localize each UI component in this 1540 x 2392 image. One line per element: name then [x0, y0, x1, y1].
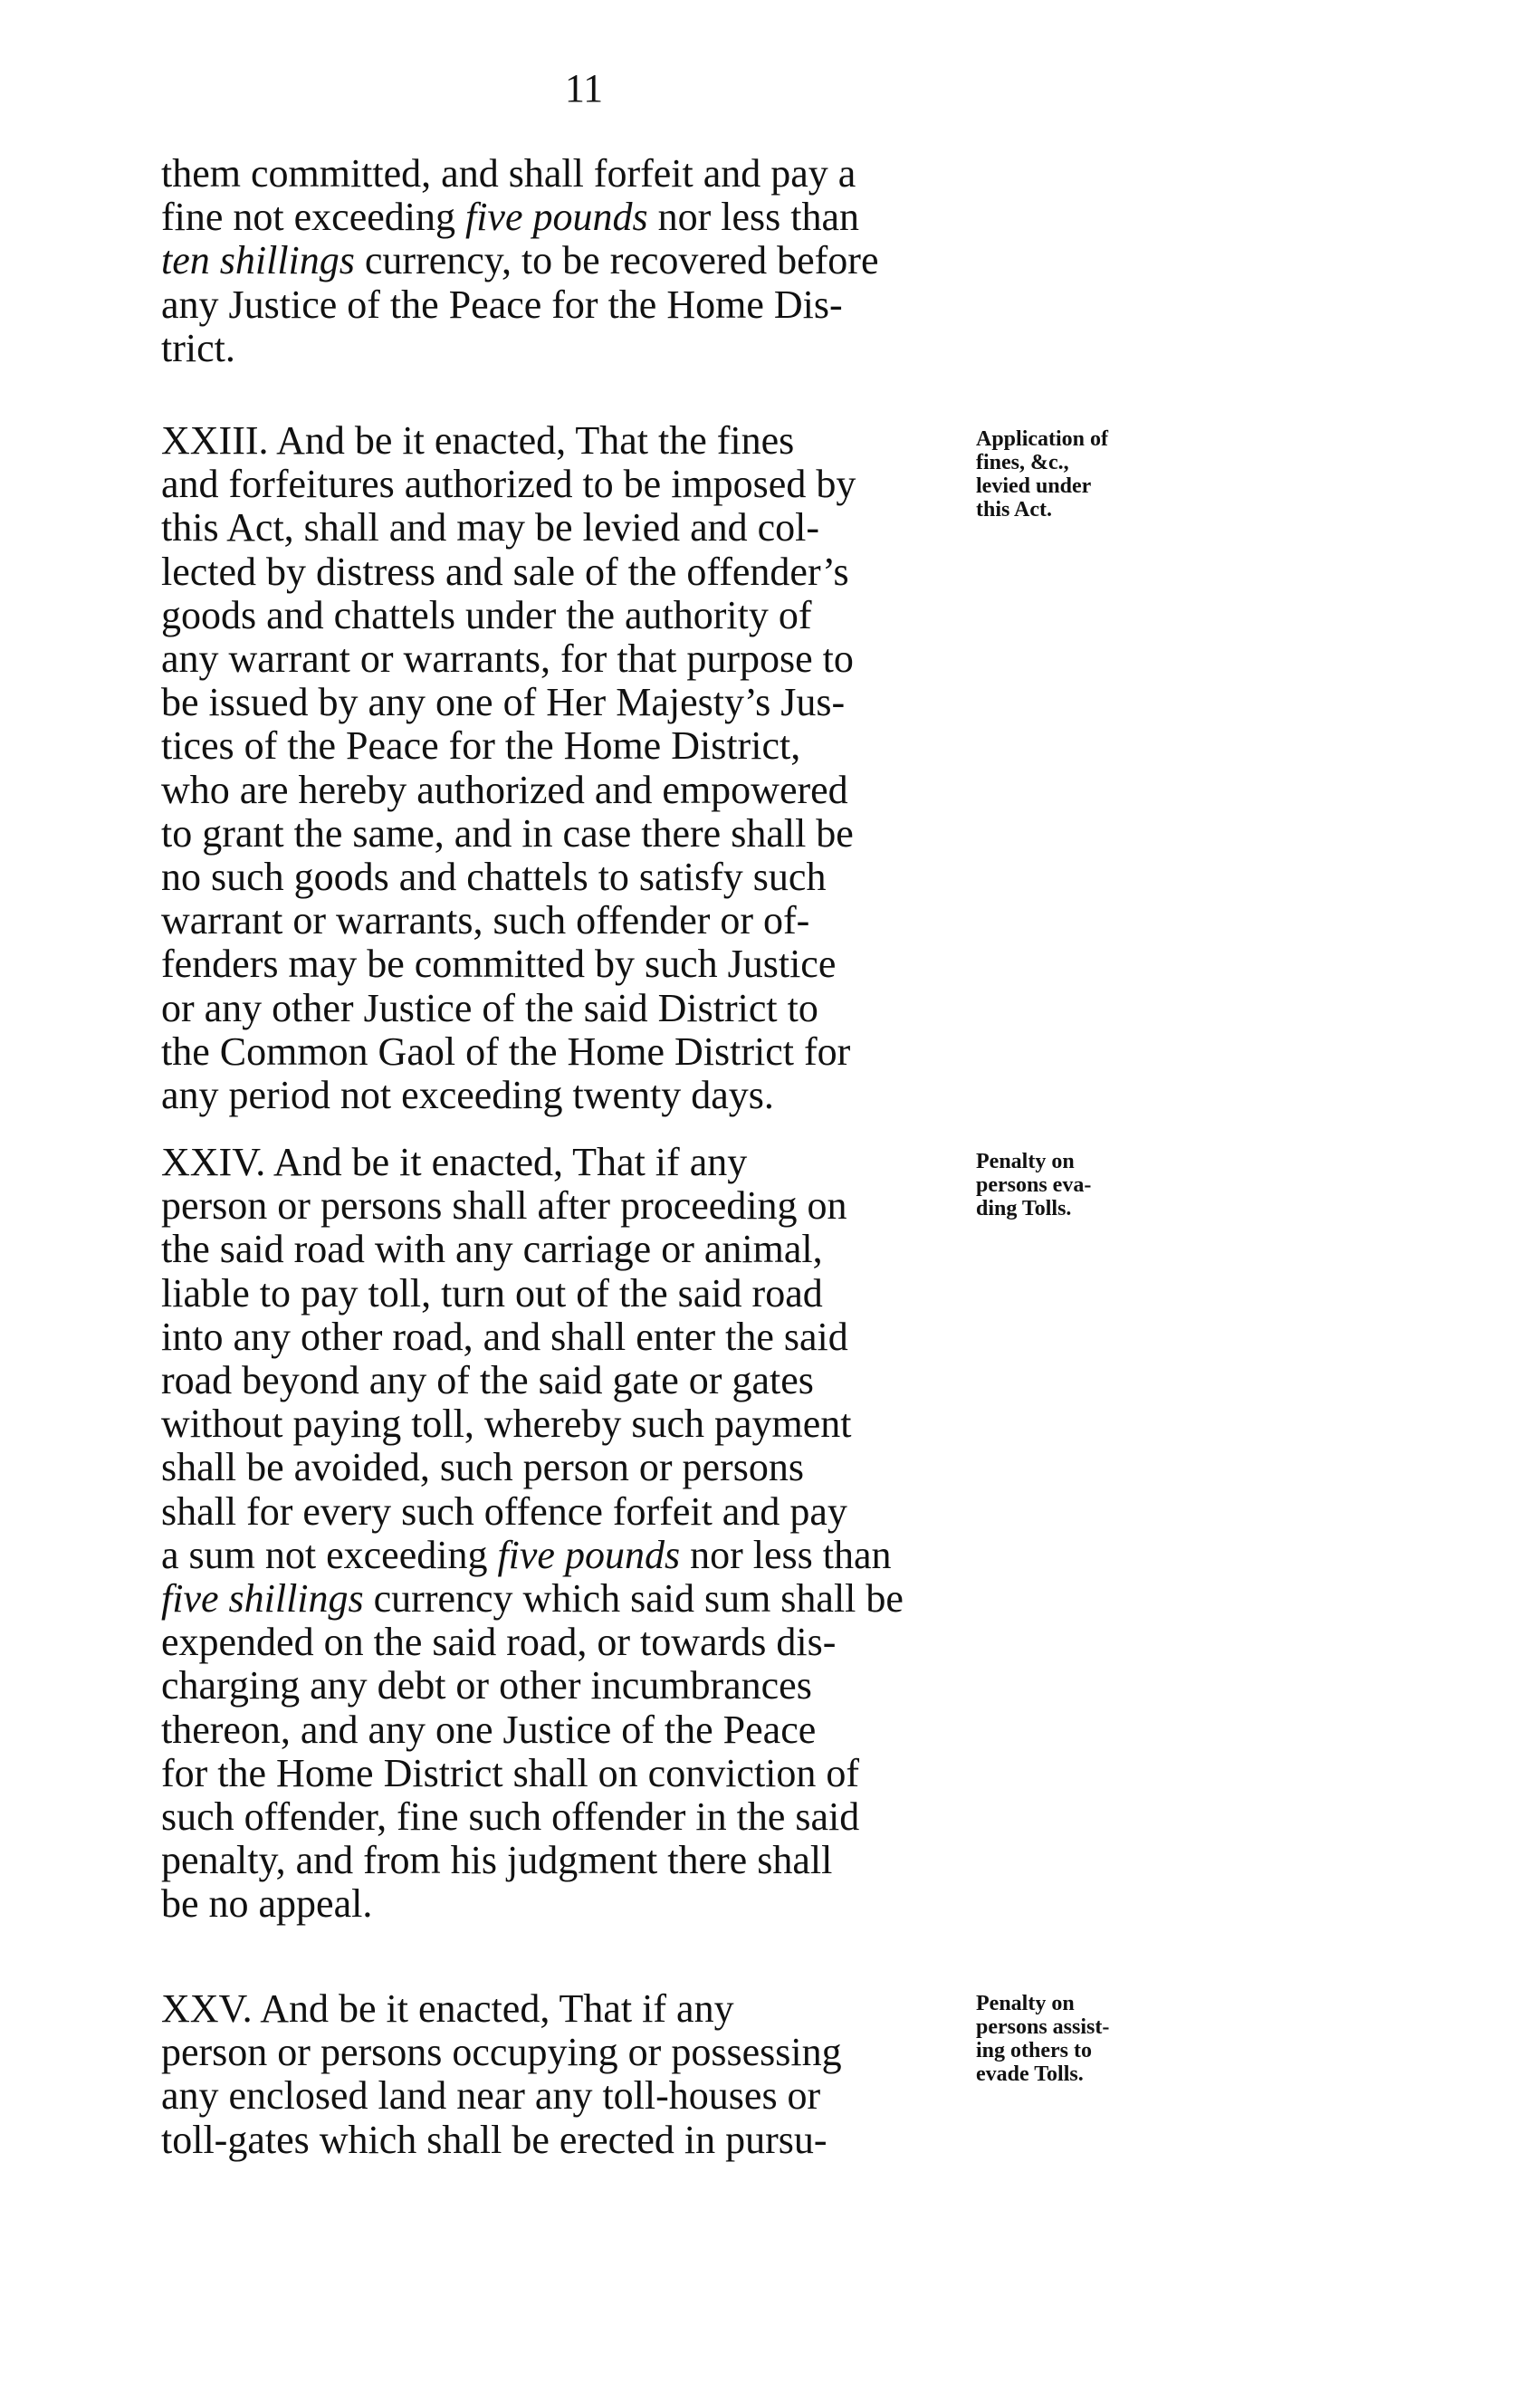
text-line: warrant or warrants, such offender or of-: [161, 898, 810, 942]
text-line: XXV. And be it enacted, That if any: [161, 1986, 734, 2031]
text-line: the Common Gaol of the Home District for: [161, 1029, 851, 1074]
text-line: for the Home District shall on conviction of: [161, 1751, 860, 1795]
text-line: XXIV. And be it enacted, That if any: [161, 1140, 748, 1184]
text-line: to grant the same, and in case there shall be: [161, 811, 854, 856]
margin-note-line: persons assist-: [976, 2015, 1110, 2039]
text-line: road beyond any of the said gate or gates: [161, 1358, 814, 1402]
text-line: without paying toll, whereby such payment: [161, 1402, 852, 1446]
margin-note: [976, 1150, 1091, 1220]
margin-note: [976, 427, 1108, 521]
text-line: lected by distress and sale of the offender’s: [161, 550, 849, 594]
text-line: goods and chattels under the authority of: [161, 593, 812, 637]
margin-note-line: this Act.: [976, 498, 1052, 521]
margin-note-line: Penalty on: [976, 1150, 1075, 1173]
text-line: thereon, and any one Justice of the Peace: [161, 1708, 817, 1752]
margin-note-line: evade Tolls.: [976, 2062, 1084, 2086]
text-line: be issued by any one of Her Majesty’s Jus-: [161, 680, 846, 724]
text-line: into any other road, and shall enter the said: [161, 1315, 848, 1359]
text-line: a sum not exceeding five pounds nor less than: [161, 1533, 892, 1577]
text-line: no such goods and chattels to satisfy such: [161, 855, 827, 899]
text-line: person or persons shall after proceeding on: [161, 1183, 847, 1228]
text-line: liable to pay toll, turn out of the said road: [161, 1271, 823, 1316]
text-line: tices of the Peace for the Home District,: [161, 723, 801, 768]
text-line: shall for every such offence forfeit and pay: [161, 1489, 847, 1534]
text-line: and forfeitures authorized to be imposed by: [161, 462, 856, 506]
text-line: person or persons occupying or possessing: [161, 2030, 842, 2074]
margin-note-line: levied under: [976, 474, 1092, 498]
text-line: expended on the said road, or towards dis-: [161, 1620, 837, 1664]
margin-note-line: Application of: [976, 427, 1109, 451]
margin-note: [976, 1992, 1109, 2086]
text-line: them committed, and shall forfeit and pay a: [161, 151, 856, 196]
text-line: the said road with any carriage or animal,: [161, 1227, 823, 1271]
text-line: toll-gates which shall be erected in pursu-: [161, 2118, 827, 2162]
margin-note-line: fines, &c.,: [976, 451, 1069, 474]
text-line: be no appeal.: [161, 1881, 373, 1926]
text-line: any warrant or warrants, for that purpose to: [161, 636, 854, 681]
text-line: this Act, shall and may be levied and col-: [161, 505, 820, 550]
text-line: who are hereby authorized and empowered: [161, 768, 848, 812]
text-line: such offender, fine such offender in the said: [161, 1794, 860, 1839]
margin-note-line: persons eva-: [976, 1173, 1092, 1197]
text-line: XXIII. And be it enacted, That the fines: [161, 418, 795, 463]
text-line: trict.: [161, 326, 235, 370]
text-line: any period not exceeding twenty days.: [161, 1073, 774, 1117]
margin-note-line: ing others to: [976, 2039, 1092, 2062]
text-line: fenders may be committed by such Justice: [161, 942, 837, 986]
text-line: shall be avoided, such person or persons: [161, 1445, 804, 1489]
text-line: any Justice of the Peace for the Home Dis-: [161, 282, 843, 327]
margin-note-line: Penalty on: [976, 1992, 1075, 2015]
margin-note-line: ding Tolls.: [976, 1197, 1072, 1220]
text-line: penalty, and from his judgment there shall: [161, 1838, 833, 1882]
text-line: charging any debt or other incumbrances: [161, 1663, 812, 1708]
text-line: five shillings currency which said sum shall be: [161, 1576, 904, 1621]
page-number: 11: [564, 66, 604, 110]
text-line: any enclosed land near any toll-houses or: [161, 2073, 821, 2118]
text-line: or any other Justice of the said District to: [161, 986, 818, 1030]
text-line: ten shillings currency, to be recovered before: [161, 238, 879, 282]
text-line: fine not exceeding five pounds nor less than: [161, 195, 860, 239]
